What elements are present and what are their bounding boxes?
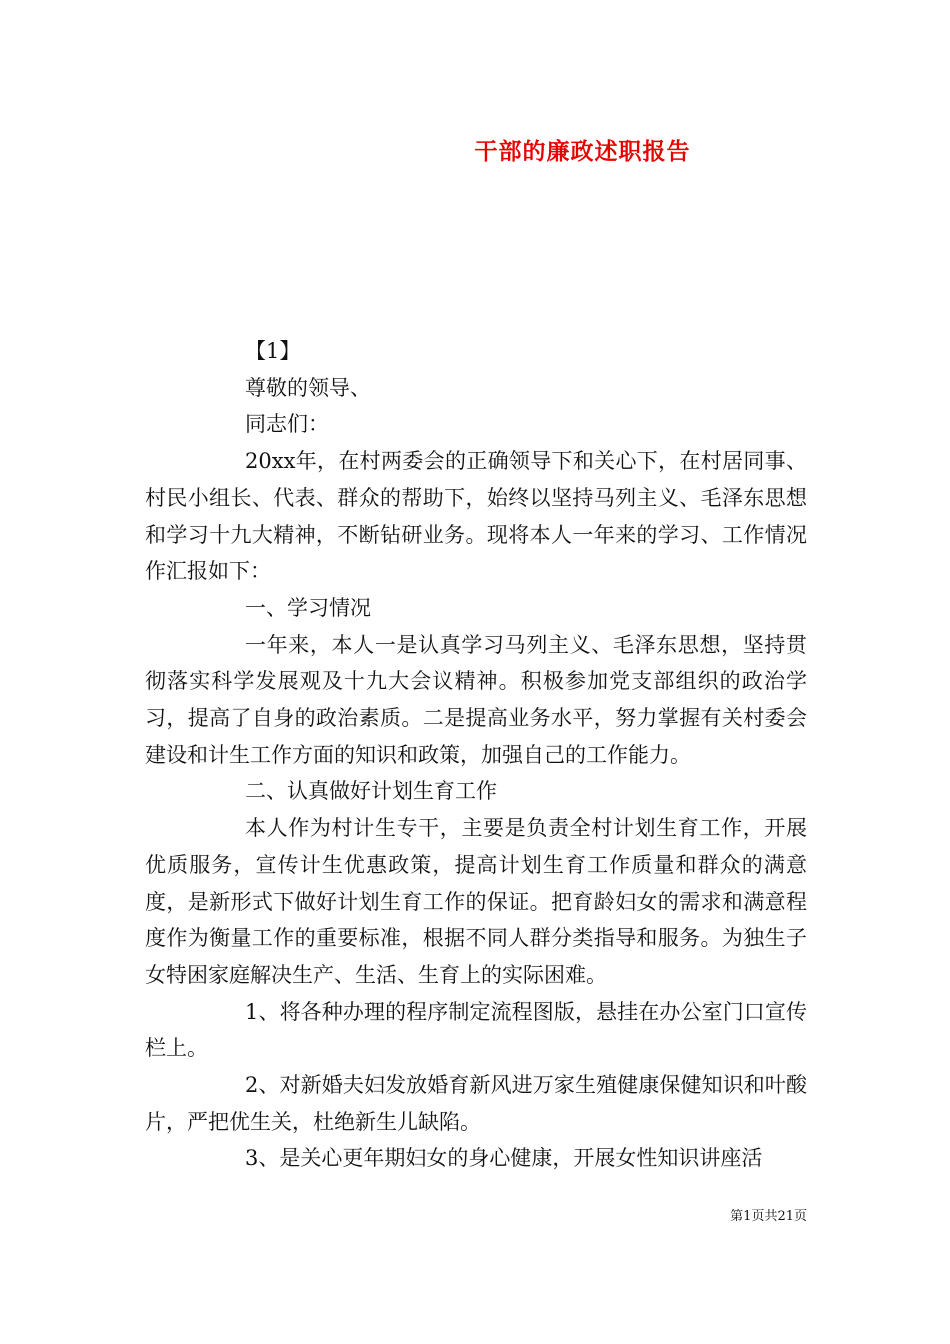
section-heading-study: 一、学习情况 — [245, 595, 371, 620]
list-item: 3、是关心更年期妇女的身心健康，开展女性知识讲座活 — [245, 1146, 763, 1171]
study-paragraph: 一年来，本人一是认真学习马列主义、毛泽东思想，坚持贯彻落实科学发展观及十九大会议精神。积极参加党支部组织的政治学习，提高了自身的政治素质。二是提高业务水平，努力掌握有关村委会建设和计生工作方面的知识和政策，加强自己的工作能力。 — [145, 632, 807, 767]
family-planning-paragraph: 本人作为村计生专干，主要是负责全村计划生育工作，开展优质服务，宣传计生优惠政策，提高计划生育工作质量和群众的满意度，是新形式下做好计划生育工作的保证。把育龄妇女的需求和满意程度作为衡量工作的重要标准，根据不同人群分类指导和服务。为独生子女特困家庭解决生产、生活、生育上的实际困难。 — [145, 816, 807, 987]
page-number: 第1页共21页 — [730, 1209, 807, 1224]
document-title: 干部的廉政述职报告 — [474, 138, 691, 165]
list-item: 2、对新婚夫妇发放婚育新风进万家生殖健康保健知识和叶酸片，严把优生关，杜绝新生儿缺陷。 — [145, 1073, 807, 1134]
intro-paragraph: 20xx年，在村两委会的正确领导下和关心下，在村居同事、村民小组长、代表、群众的帮助下，始终以坚持马列主义、毛泽东思想和学习十九大精神，不断钻研业务。现将本人一年来的学习、工作情况作汇报如下： — [145, 449, 807, 584]
document-body — [145, 333, 807, 1177]
section-heading-family-planning: 二、认真做好计划生育工作 — [245, 779, 497, 804]
list-item: 1、将各种办理的程序制定流程图版，悬挂在办公室门口宣传栏上。 — [145, 999, 807, 1061]
salutation-comrades: 同志们： — [245, 412, 329, 437]
section-marker: 【1】 — [245, 339, 301, 363]
salutation-leaders: 尊敬的领导、 — [245, 375, 371, 400]
